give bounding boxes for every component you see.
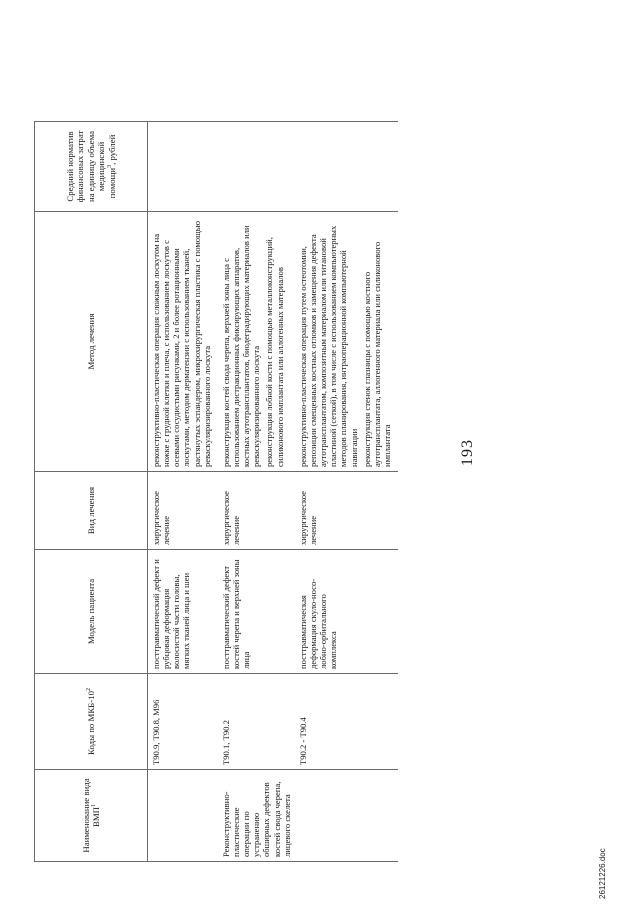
patient-model-cell: посттравматическая деформация скуло-носо-лобно-орбитального комплекса bbox=[295, 550, 398, 674]
icd-codes-cell: Т90.2 - Т90.4 bbox=[295, 674, 398, 770]
treatment-method-cell bbox=[218, 212, 295, 472]
avg-cost-cell bbox=[295, 122, 398, 212]
avg-cost-cell bbox=[218, 122, 295, 212]
header-treatment-type: Вид лечения bbox=[35, 472, 148, 550]
header-treatment-method: Метод лечения bbox=[35, 212, 148, 472]
vmp-table bbox=[34, 121, 398, 862]
method-paragraph: реконструкция стенок глазницы с помощью костного аутотрансплантата, аллогенного материала или силиконового имплантата bbox=[361, 241, 392, 467]
treatment-type-cell: хирургическое лечение bbox=[295, 472, 398, 550]
file-reference: 26121226.doc bbox=[598, 848, 607, 899]
treatment-type-cell: хирургическое лечение bbox=[148, 472, 218, 550]
vmp-name-cell: Реконструктивно-пластические операции по устранению обширных дефектов костей свода черепа, лицевого скелета bbox=[218, 770, 295, 862]
table-row bbox=[148, 122, 218, 862]
patient-model-cell: посттравматический дефект и рубцовая деформация волосистой части головы, мягких тканей лица и шеи bbox=[148, 550, 218, 674]
table-header-row bbox=[35, 122, 148, 862]
treatment-method-cell bbox=[295, 212, 398, 472]
method-paragraph: реконструкция костей свода черепа, верхней зоны лица с использованием дистракционных фиксирующих аппаратов, костных аутотрансплантатов, биодеградирующих материалов или реваскуляризированного лоскута bbox=[220, 225, 262, 467]
icd-codes-cell: Т90.1, Т90.2 bbox=[218, 674, 295, 770]
table-row bbox=[295, 122, 398, 862]
header-patient-model: Модель пациента bbox=[35, 550, 148, 674]
header-icd-codes: Коды по МКБ-$10^2$ bbox=[35, 674, 148, 770]
treatment-method-cell bbox=[148, 212, 218, 472]
header-vmp-name: Наименование вида ВМП$^1$ bbox=[35, 770, 148, 862]
method-paragraph: реконструкция лобной кости с помощью металлоконструкций, силиконового имплантата или аллогенных материалов bbox=[264, 237, 285, 467]
page-number: 193 bbox=[459, 439, 476, 466]
header-avg-cost: Средний норматив финансовых затрат на единицу объема медицинской помощи$^3$, рублей bbox=[35, 122, 148, 212]
method-paragraph: реконструктивно-пластическая операция путем остеотомии, репозиции смещенных костных отломков и замещения дефекта аутотрансплантатом, композитным материалом или титановой пластиной (сеткой), в том числе с использованием компьютерных методов планирования, интраоперационной компьютерной навигации bbox=[297, 225, 359, 467]
avg-cost-cell bbox=[148, 122, 218, 212]
vmp-name-cell bbox=[148, 770, 218, 862]
icd-codes-cell: Т90.9, Т90.8, М96 bbox=[148, 674, 218, 770]
table-row bbox=[218, 122, 295, 862]
treatment-type-cell: хирургическое лечение bbox=[218, 472, 295, 550]
patient-model-cell: посттравматический дефект костей черепа и верхней зоны лица bbox=[218, 550, 295, 674]
vmp-name-cell bbox=[295, 770, 398, 862]
method-paragraph: реконструктивно-пластическая операция сложным лоскутом на ножке с грудной клетки и плеча, с использованием лоскутов с осевыми сосудистыми рисунками, 2 и более ротационными лоскутами, методом дерматензии с использованием тканей, растянутых эспандером, микрохирургическая пластика с помощью реваскуляризированного лоскута bbox=[151, 220, 212, 467]
